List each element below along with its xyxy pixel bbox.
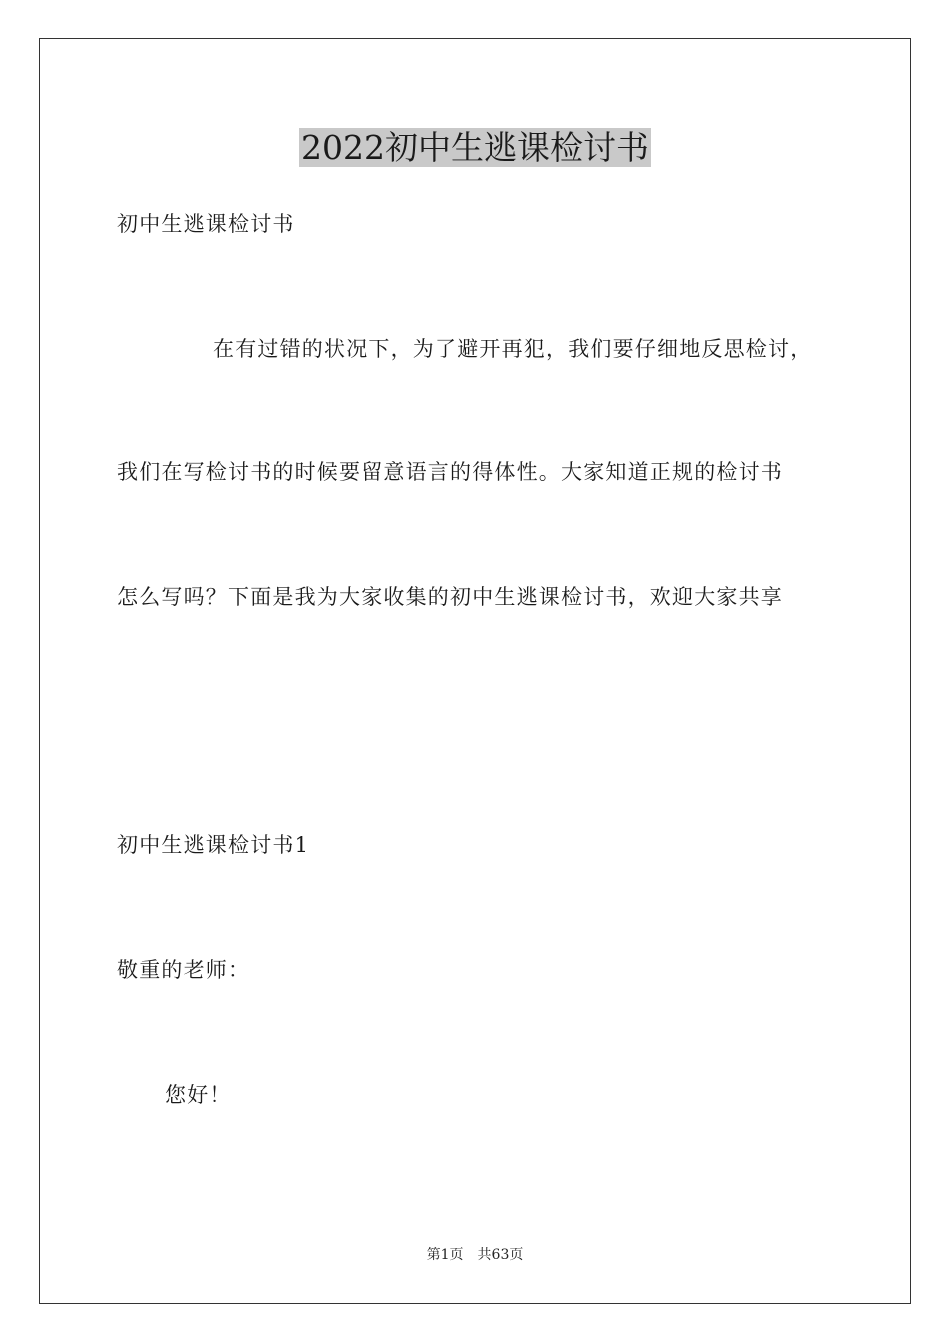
page-total: 共63页 [477,1247,524,1263]
document-title [0,128,950,168]
page-footer [0,1246,950,1264]
page-number: 第1页 [426,1247,464,1263]
paragraph-line-1: 在有过错的状况下，为了避开再犯，我们要仔细地反思检讨， [213,337,813,361]
paragraph-line-3: 怎么写吗？下面是我为大家收集的初中生逃课检讨书，欢迎大家共享 [117,585,783,609]
paragraph-line-2: 我们在写检讨书的时候要留意语言的得体性。大家知道正规的检讨书 [117,460,783,484]
section-heading: 初中生逃课检讨书 [117,212,295,236]
subsection-heading: 初中生逃课检讨书1 [117,833,310,857]
salutation: 敬重的老师： [117,958,251,982]
greeting: 您好！ [165,1083,232,1107]
document-title-text: 2022初中生逃课检讨书 [301,128,649,167]
